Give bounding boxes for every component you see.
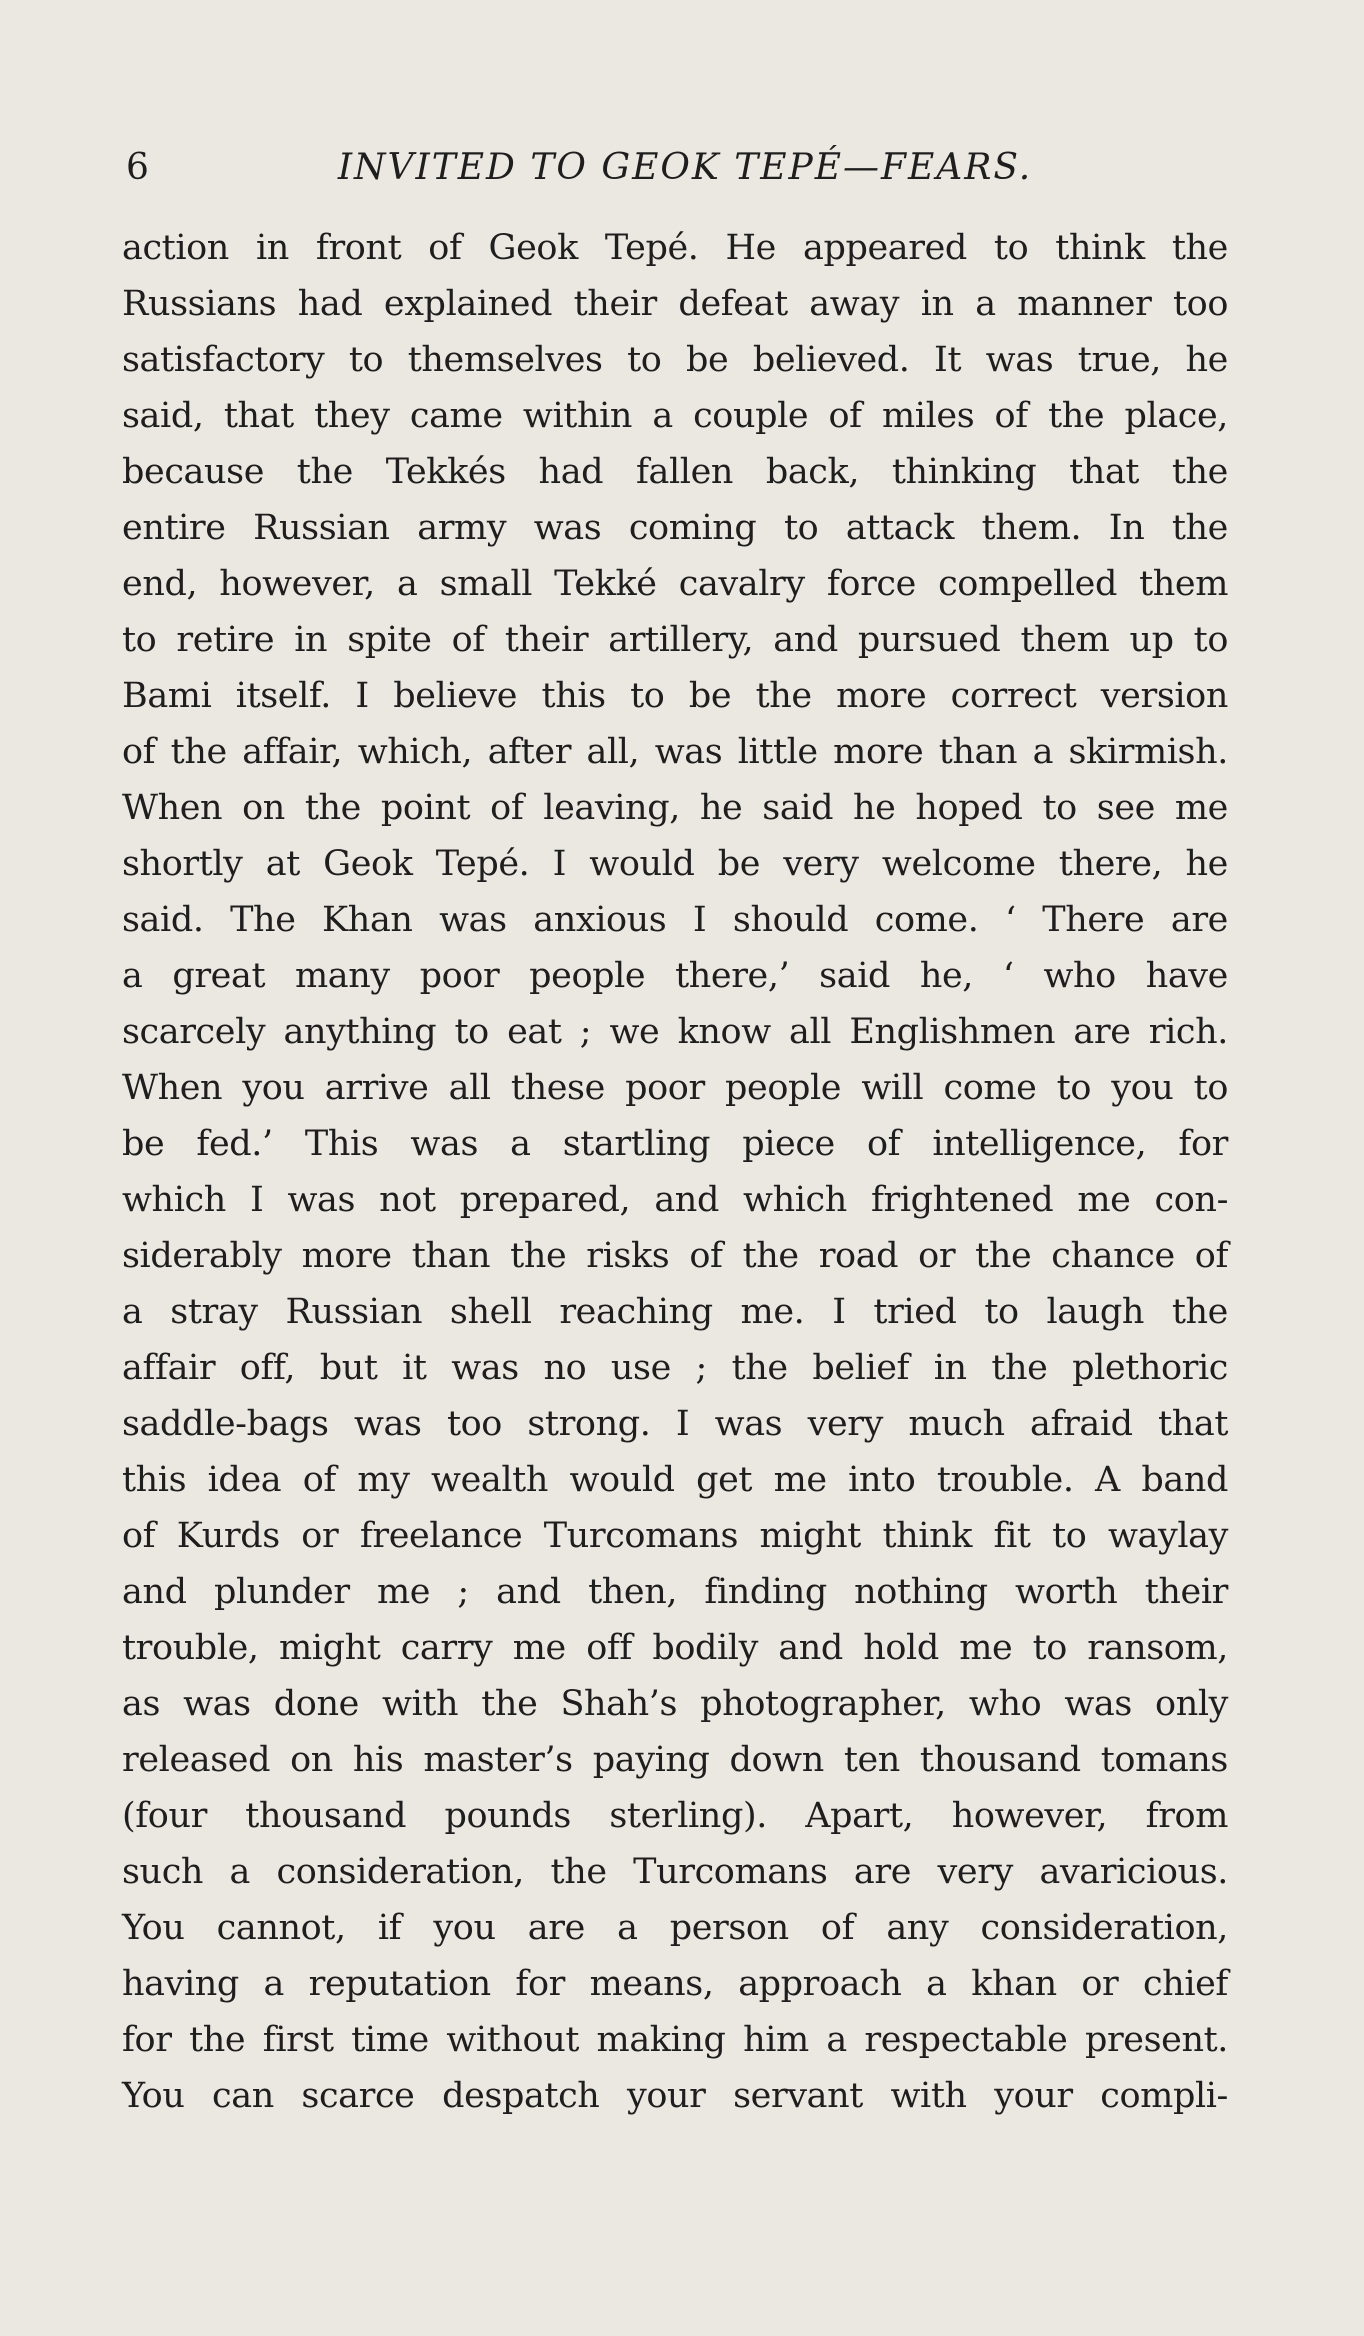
text-line: this idea of my wealth would get me into trouble. A band <box>122 1460 1228 1500</box>
text-line: such a consideration, the Turcomans are very avaricious. <box>122 1852 1228 1892</box>
text-line: action in front of Geok Tepé. He appeared to think the <box>122 228 1228 268</box>
text-line: having a reputation for means, approach a khan or chief <box>122 1964 1228 2004</box>
body-text <box>122 220 1228 2124</box>
text-line: scarcely anything to eat ; we know all Englishmen are rich. <box>122 1012 1228 1052</box>
running-head: INVITED TO GEOK TEPÉ—FEARS. <box>337 147 1033 188</box>
text-line: of Kurds or freelance Turcomans might think fit to waylay <box>122 1516 1228 1556</box>
page-number: 6 <box>126 147 149 188</box>
text-line: shortly at Geok Tepé. I would be very welcome there, he <box>122 844 1228 884</box>
text-line: end, however, a small Tekké cavalry force compelled them <box>122 564 1228 604</box>
text-line: released on his master’s paying down ten thousand tomans <box>122 1740 1228 1780</box>
text-line: a stray Russian shell reaching me. I tried to laugh the <box>122 1292 1228 1332</box>
text-line: of the affair, which, after all, was little more than a skirmish. <box>122 732 1228 772</box>
page-header <box>122 142 1228 194</box>
text-line: for the first time without making him a respectable present. <box>122 2020 1228 2060</box>
text-line: affair off, but it was no use ; the belief in the plethoric <box>122 1348 1228 1388</box>
text-line: said. The Khan was anxious I should come. ‘ There are <box>122 900 1228 940</box>
text-line: as was done with the Shah’s photographer, who was only <box>122 1684 1228 1724</box>
text-line: Russians had explained their defeat away in a manner too <box>122 284 1228 324</box>
text-line: entire Russian army was coming to attack them. In the <box>122 508 1228 548</box>
text-line: to retire in spite of their artillery, and pursued them up to <box>122 620 1228 660</box>
text-line: and plunder me ; and then, finding nothing worth their <box>122 1572 1228 1612</box>
text-line: When you arrive all these poor people will come to you to <box>122 1068 1228 1108</box>
text-line: When on the point of leaving, he said he hoped to see me <box>122 788 1228 828</box>
text-line: be fed.’ This was a startling piece of intelligence, for <box>122 1124 1228 1164</box>
text-line: saddle-bags was too strong. I was very much afraid that <box>122 1404 1228 1444</box>
text-line: said, that they came within a couple of miles of the place, <box>122 396 1228 436</box>
text-line: because the Tekkés had fallen back, thinking that the <box>122 452 1228 492</box>
text-line: You cannot, if you are a person of any consideration, <box>122 1908 1228 1948</box>
text-line: trouble, might carry me off bodily and hold me to ransom, <box>122 1628 1228 1668</box>
text-line: which I was not prepared, and which frightened me con- <box>122 1180 1228 1220</box>
text-line: satisfactory to themselves to be believed. It was true, he <box>122 340 1228 380</box>
text-line: You can scarce despatch your servant with your compli- <box>122 2076 1228 2116</box>
text-line: siderably more than the risks of the road or the chance of <box>122 1236 1228 1276</box>
text-line: a great many poor people there,’ said he, ‘ who have <box>122 956 1228 996</box>
text-line: Bami itself. I believe this to be the more correct version <box>122 676 1228 716</box>
text-line: (four thousand pounds sterling). Apart, however, from <box>122 1796 1228 1836</box>
